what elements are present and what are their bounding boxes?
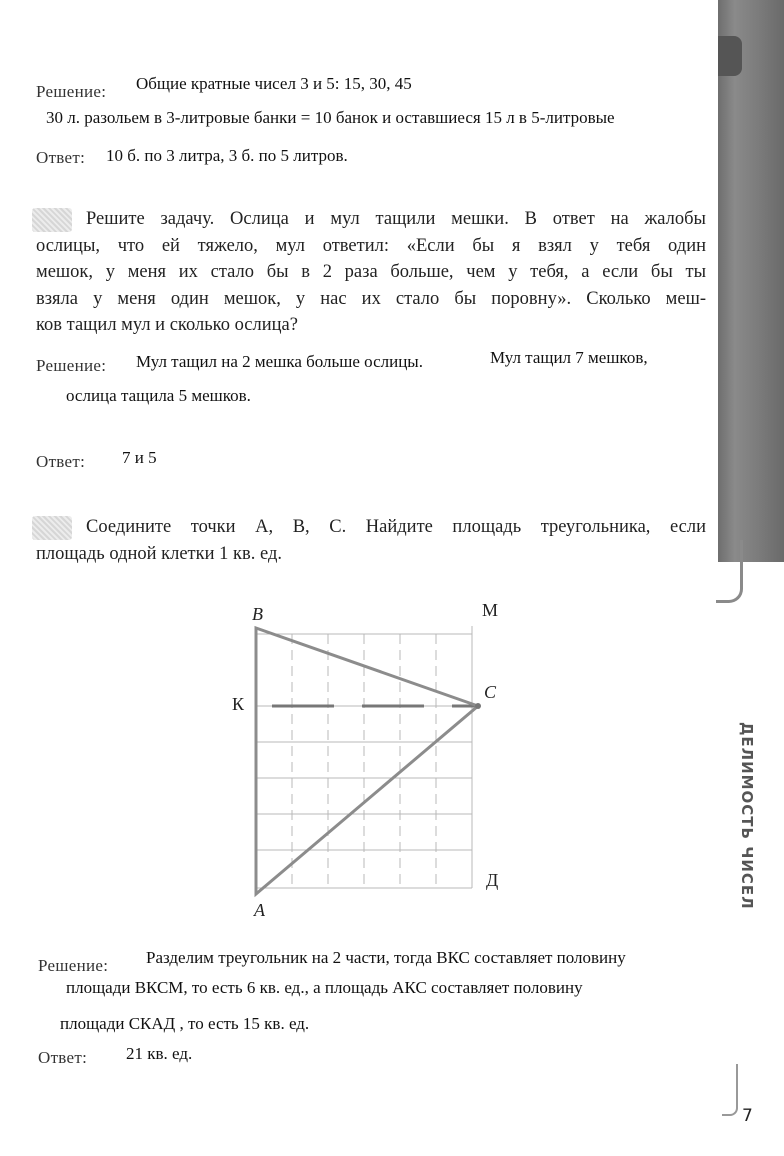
task1-solution-label: Решение: [36, 82, 107, 101]
task2-problem-line: взяла у меня один мешок, у нас их стало бы поровну». Сколько меш- [36, 288, 706, 309]
task1-answer-label: Ответ: [36, 148, 86, 167]
chapter-tab-curl [716, 540, 743, 603]
task1-solution-line2: 30 л. разольем в 3-литровые банки = 10 банок и оставшиеся 15 л в 5-литровые [46, 108, 615, 127]
label-d: Д [486, 870, 499, 890]
page-number: 7 [742, 1106, 753, 1126]
task3-solution-line3: площади СКАД , то есть 15 кв. ед. [60, 1014, 310, 1033]
label-a: A [254, 900, 265, 920]
chapter-tab [718, 0, 784, 562]
label-b: B [252, 604, 263, 624]
footer-bracket [722, 1064, 738, 1116]
task2-problem-line: Решите задачу. Ослица и мул тащили мешки. В ответ на жалобы [86, 209, 706, 229]
task2-problem-line: ослицы, что ей тяжело, мул ответил: «Если бы я взял у тебя один [36, 235, 706, 256]
task2-solution-part2: Мул тащил 7 мешков, [490, 348, 648, 367]
task2-solution-label: Решение: [36, 356, 107, 375]
task3-answer: 21 кв. ед. [126, 1044, 193, 1063]
task2-answer-label: Ответ: [36, 452, 86, 471]
task3-answer-label: Ответ: [38, 1048, 88, 1067]
label-m: М [482, 600, 499, 620]
task1-answer: 10 б. по 3 литра, 3 б. по 5 литров. [106, 146, 348, 165]
task2-answer: 7 и 5 [122, 448, 157, 467]
label-k: К [232, 694, 245, 714]
task2-solution-part1: Мул тащил на 2 мешка больше ослицы. [136, 352, 423, 371]
chapter-side-title: ДЕЛИМОСТЬ ЧИСЕЛ [738, 722, 756, 910]
task1-solution-line1: Общие кратные чисел 3 и 5: 15, 30, 45 [136, 74, 412, 93]
task3-problem [36, 514, 706, 567]
chapter-tab-notch [718, 36, 742, 76]
task2-solution-line2: ослица тащила 5 мешков. [66, 386, 251, 405]
task3-problem-line: Соедините точки A, B, C. Найдите площадь треугольника, если [86, 517, 706, 537]
task3-solution-line2: площади ВКСМ, то есть 6 кв. ед., а площадь АКС составляет половину [66, 978, 583, 997]
point-c [475, 703, 481, 709]
task3-solution-label: Решение: [38, 956, 109, 975]
triangle-figure [220, 596, 520, 926]
task3-solution-line1: Разделим треугольник на 2 части, тогда ВКС составляет половину [146, 948, 626, 967]
task2-problem-line: ков тащил мул и сколько ослица? [36, 315, 298, 335]
task2-problem [36, 206, 706, 339]
task3-problem-line: площадь одной клетки 1 кв. ед. [36, 543, 283, 564]
label-c: C [484, 682, 497, 702]
task2-problem-line: мешок, у меня их стало бы в 2 раза больше, чем у тебя, а если бы ты [36, 262, 706, 282]
triangle-abc [256, 628, 478, 894]
